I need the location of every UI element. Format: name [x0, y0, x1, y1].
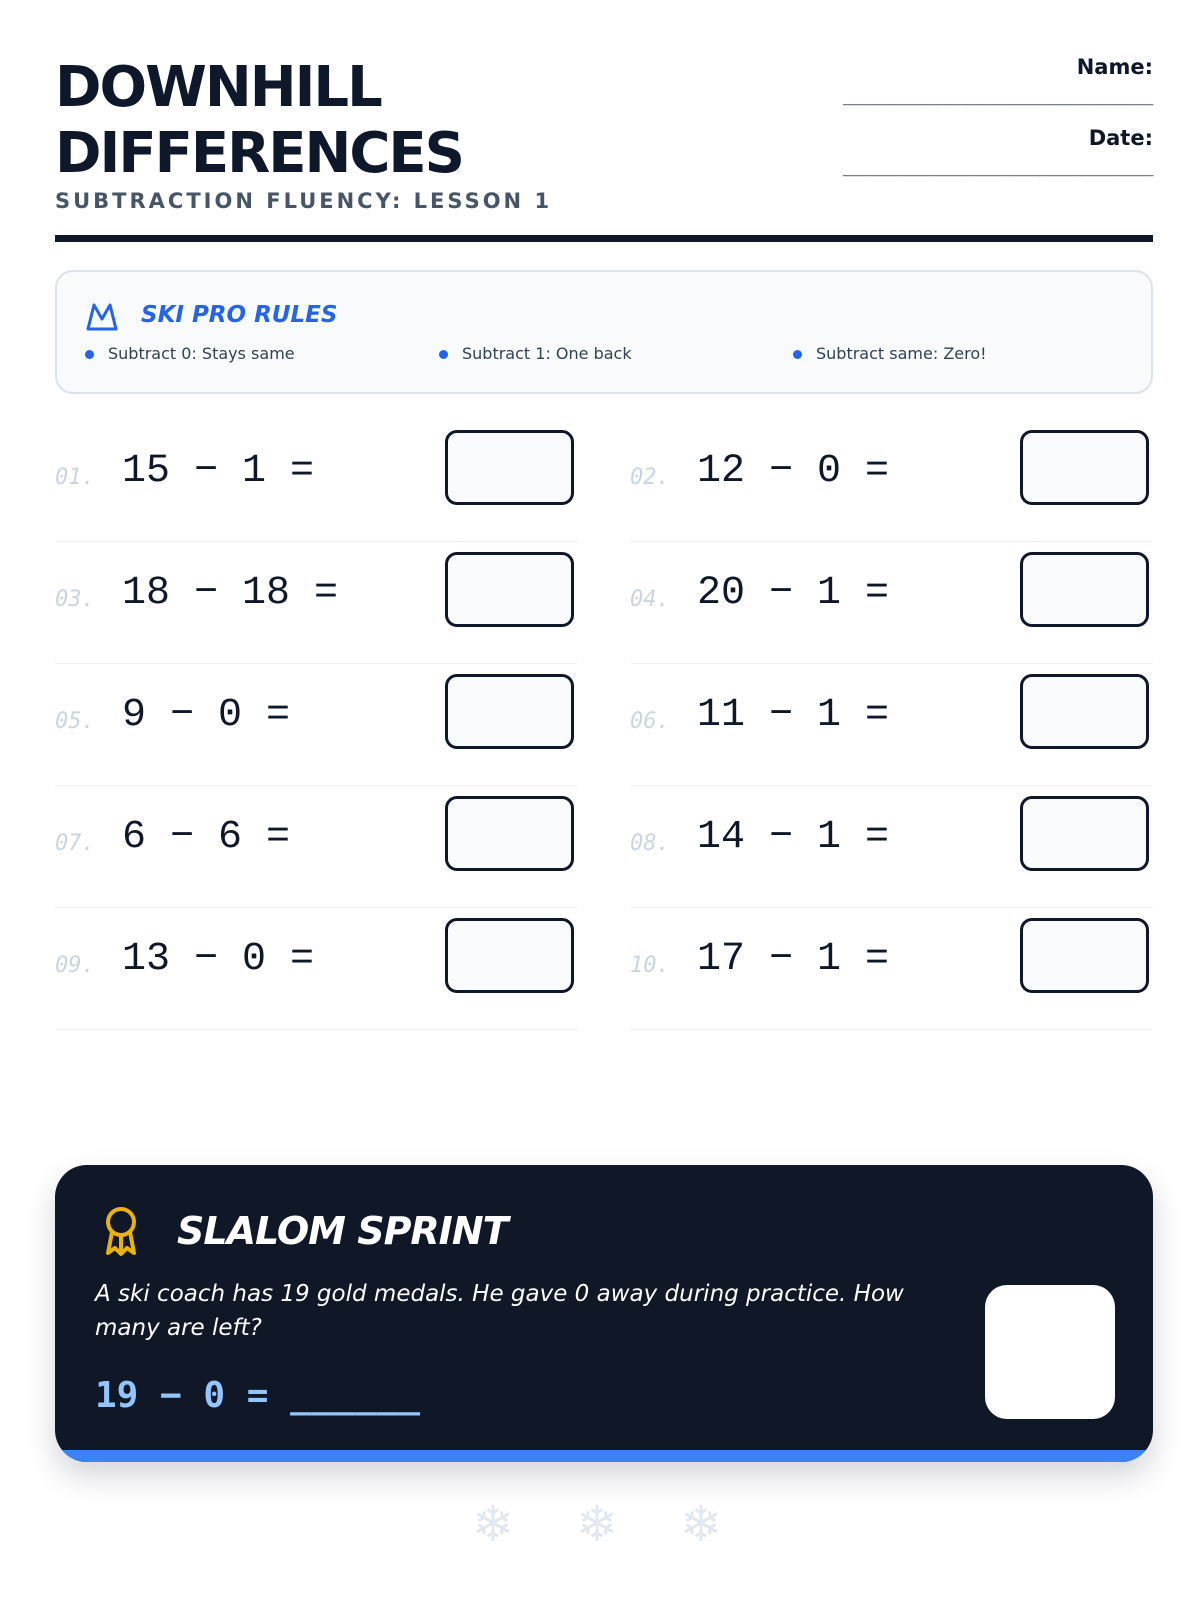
rule-item	[793, 344, 987, 363]
medal-icon	[101, 1205, 141, 1257]
answer-box[interactable]	[445, 796, 574, 871]
snowflake-icon: ❄	[680, 1495, 722, 1553]
problem-number: 09.	[55, 953, 95, 978]
problem-expression: 12 − 0 =	[697, 449, 890, 494]
problem-row	[55, 541, 578, 664]
problem-expression: 18 − 18 =	[122, 571, 339, 616]
problem-expression: 11 − 1 =	[697, 693, 890, 738]
answer-box[interactable]	[1020, 918, 1149, 993]
problem-number: 01.	[55, 465, 95, 490]
problem-row	[630, 541, 1153, 664]
date-field[interactable]: ______________________________	[842, 156, 1153, 177]
problem-row	[630, 907, 1153, 1030]
lesson-subtitle: SUBTRACTION FLUENCY: LESSON 1	[55, 189, 553, 213]
header	[55, 55, 1153, 242]
bullet-dot	[439, 350, 448, 359]
problem-row	[55, 419, 578, 542]
rule-item	[85, 344, 295, 363]
problem-expression: 9 − 0 =	[122, 693, 291, 738]
rule-item	[439, 344, 632, 363]
mountain-icon	[85, 300, 119, 332]
answer-box[interactable]	[1020, 674, 1149, 749]
bullet-dot	[85, 350, 94, 359]
accent-bar	[55, 1450, 1153, 1462]
answer-box[interactable]	[1020, 430, 1149, 505]
problem-expression: 17 − 1 =	[697, 937, 890, 982]
problem-number: 02.	[630, 465, 670, 490]
bullet-dot	[793, 350, 802, 359]
name-label: Name:	[1076, 55, 1153, 79]
challenge-card	[55, 1165, 1153, 1462]
problem-expression: 14 − 1 =	[697, 815, 890, 860]
problem-number: 05.	[55, 709, 95, 734]
problem-number: 04.	[630, 587, 670, 612]
rules-panel	[55, 270, 1153, 394]
date-label: Date:	[1088, 126, 1153, 150]
answer-box[interactable]	[445, 918, 574, 993]
answer-box[interactable]	[1020, 552, 1149, 627]
problem-number: 10.	[630, 953, 670, 978]
snowflake-icon: ❄	[472, 1495, 514, 1553]
problem-row	[55, 785, 578, 908]
problem-row	[55, 907, 578, 1030]
title-line-2: DIFFERENCES	[55, 121, 464, 186]
challenge-expression: 19 − 0 = ______	[95, 1375, 421, 1416]
rules-title: SKI PRO RULES	[141, 302, 338, 328]
problem-expression: 13 − 0 =	[122, 937, 315, 982]
snowflake-icon: ❄	[576, 1495, 618, 1553]
problem-expression: 15 − 1 =	[122, 449, 315, 494]
answer-box[interactable]	[445, 674, 574, 749]
page-title	[55, 55, 655, 187]
problem-row	[630, 663, 1153, 786]
problem-number: 08.	[630, 831, 670, 856]
problem-row	[630, 785, 1153, 908]
challenge-answer-box[interactable]	[985, 1285, 1115, 1419]
rule-text: Subtract 0: Stays same	[108, 344, 295, 363]
problem-row	[630, 419, 1153, 542]
answer-box[interactable]	[1020, 796, 1149, 871]
problem-row	[55, 663, 578, 786]
problem-number: 06.	[630, 709, 670, 734]
challenge-title: SLALOM SPRINT	[177, 1209, 508, 1253]
challenge-text: A ski coach has 19 gold medals. He gave 0 away during practice. How many are left?	[95, 1281, 904, 1341]
answer-box[interactable]	[445, 552, 574, 627]
name-date-block	[823, 55, 1153, 197]
problem-expression: 20 − 1 =	[697, 571, 890, 616]
problem-expression: 6 − 6 =	[122, 815, 291, 860]
name-field[interactable]: ______________________________	[842, 85, 1153, 106]
problem-number: 07.	[55, 831, 95, 856]
problem-number: 03.	[55, 587, 95, 612]
answer-box[interactable]	[445, 430, 574, 505]
worksheet-page	[55, 0, 1153, 1600]
rule-text: Subtract 1: One back	[462, 344, 632, 363]
title-line-1: DOWNHILL	[55, 55, 381, 120]
rule-text: Subtract same: Zero!	[816, 344, 987, 363]
header-divider	[55, 235, 1153, 242]
